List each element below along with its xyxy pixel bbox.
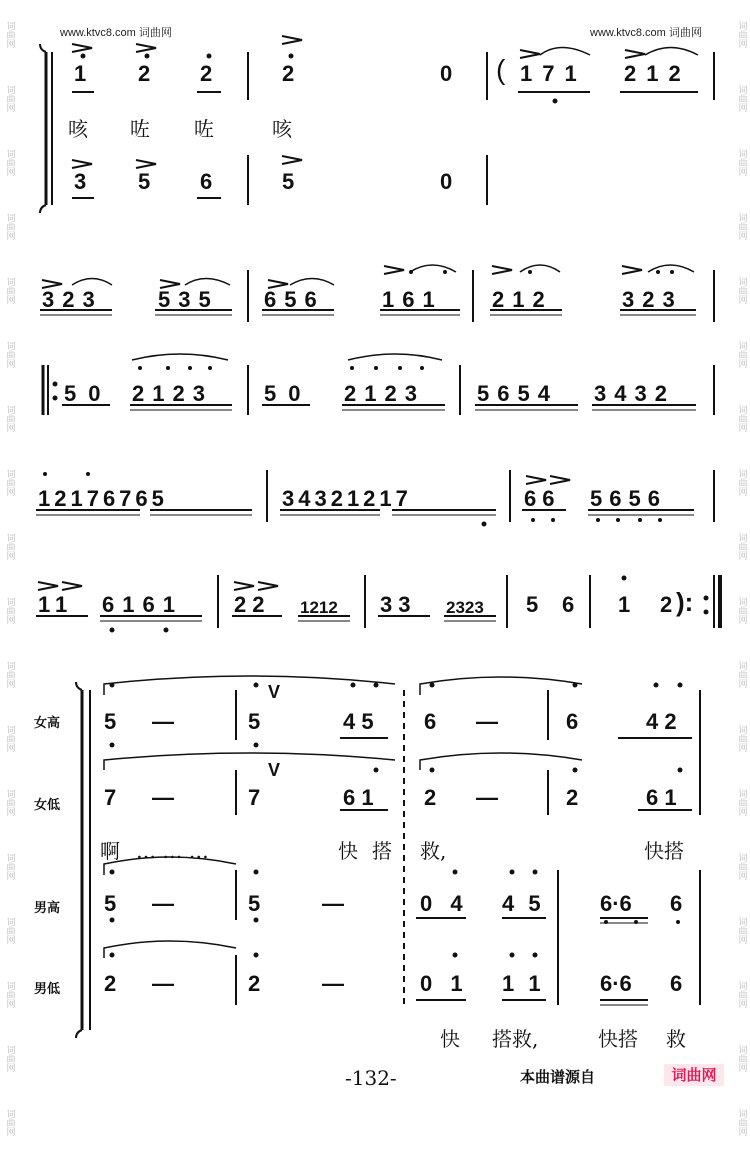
lyric: 咗 (130, 117, 150, 141)
note-group: 4 5 (343, 709, 374, 734)
note: 5 (248, 709, 261, 734)
note-group: 0 4 (420, 891, 469, 916)
note-group: 2123 (132, 381, 213, 406)
right-edge-watermark: 词曲网 词曲网 词曲网 词曲网 词曲网 词曲网 词曲网 词曲网 词曲网 词曲网 词曲网 词曲网 词曲网 词曲网 词曲网 词曲网 词曲网 词曲网 (736, 20, 747, 1136)
watermark-url-right: www.ktvc8.com 词曲网 (590, 27, 702, 39)
lyric: 搭救, (492, 1027, 539, 1051)
note-group: 12176765 (38, 486, 168, 511)
note-group: 1212 (300, 598, 338, 617)
note-group: 6 1 (646, 785, 677, 810)
lyric: 快 (338, 839, 358, 863)
left-edge-watermark: 词曲网 词曲网 词曲网 词曲网 词曲网 词曲网 词曲网 词曲网 词曲网 词曲网 词曲网 词曲网 词曲网 词曲网 词曲网 词曲网 词曲网 词曲网 (4, 20, 15, 1136)
note: 1 (74, 61, 87, 86)
note: 2 (104, 971, 117, 996)
dash: — (152, 891, 174, 916)
note: 2 (424, 785, 437, 810)
part-label-nan-di: 男低 (34, 982, 61, 997)
watermark-url-left: www.ktvc8.com 词曲网 (60, 27, 172, 39)
lyric: 快 (440, 1027, 460, 1051)
note-group: 161 (382, 287, 443, 312)
note: 0 (440, 61, 453, 86)
lyric: 咳 (272, 117, 292, 141)
note: 6 (566, 709, 579, 734)
note: 6 (562, 592, 575, 617)
note: 5 (282, 169, 295, 194)
note-group: 66 (524, 486, 561, 511)
breath-mark: V (268, 760, 281, 780)
note-group: 171 (520, 61, 587, 86)
note: 2 (282, 61, 295, 86)
dash: — (152, 785, 174, 810)
note: 2 (200, 61, 213, 86)
note-group: 4 5 (502, 891, 545, 916)
dash: — (152, 971, 174, 996)
page-number: -132- (345, 1066, 397, 1090)
note: 7 (104, 785, 117, 810)
dash: — (322, 891, 344, 916)
note: 2 (660, 592, 673, 617)
note-group: 1 1 (502, 971, 545, 996)
lyric: 咗 (194, 117, 214, 141)
note-group: 2123 (344, 381, 425, 406)
lyric: 搭 (372, 839, 392, 863)
note-group: 535 (158, 287, 219, 312)
note: 5 (104, 891, 117, 916)
note: 5 (248, 891, 261, 916)
note: 3 (74, 169, 87, 194)
dash: — (152, 709, 174, 734)
note: 0 (440, 169, 453, 194)
lyric: 救, (420, 839, 447, 863)
part-label-nv-di: 女低 (34, 798, 61, 813)
note-group: 6·6 (600, 971, 632, 996)
note-group: 4 2 (646, 709, 677, 734)
note-group: 6·6 (600, 891, 632, 916)
note: 7 (248, 785, 261, 810)
note-group: 5656 (590, 486, 667, 511)
lyric: 咳 (68, 117, 88, 141)
note: 2 (566, 785, 579, 810)
note-group: 33 (380, 592, 417, 617)
lyric: 快搭 (598, 1027, 638, 1051)
note: 6 (670, 971, 683, 996)
intro-paren: ( (496, 54, 506, 85)
note-group: 212 (624, 61, 691, 86)
source-note: 本曲谱源自 (520, 1068, 596, 1086)
dash: — (476, 785, 498, 810)
note-group: 0 1 (420, 971, 469, 996)
note: 2 (248, 971, 261, 996)
lyric: 救 (666, 1027, 686, 1051)
note-group: 656 (264, 287, 325, 312)
breath-mark: V (268, 682, 281, 702)
site-logo[interactable]: 词曲网 (664, 1064, 724, 1086)
part-label-nan-gao: 男高 (34, 901, 61, 916)
note-group: 2323 (446, 598, 484, 617)
dash: — (476, 709, 498, 734)
note-group: 323 (42, 287, 103, 312)
note-group: 5654 (477, 381, 558, 406)
note: 1 (618, 592, 631, 617)
note: 6 (424, 709, 437, 734)
note-group: 6161 (102, 592, 183, 617)
lyric: 啊 (100, 839, 120, 863)
note: 6 (670, 891, 683, 916)
lyric: 快搭 (644, 839, 684, 863)
note-group: 50 (64, 381, 113, 406)
note-group: 34321217 (282, 486, 412, 511)
note: 2 (138, 61, 151, 86)
note: 5 (104, 709, 117, 734)
note: 6 (200, 169, 213, 194)
note-group: 3432 (594, 381, 675, 406)
note: 5 (138, 169, 151, 194)
note-group: 50 (264, 381, 313, 406)
note-group: 6 1 (343, 785, 374, 810)
note-group: 22 (234, 592, 271, 617)
repeat-close: ): (676, 587, 694, 617)
note-group: 212 (492, 287, 553, 312)
note: 5 (526, 592, 539, 617)
lyric: … … … (136, 839, 209, 863)
dash: — (322, 971, 344, 996)
note-group: 11 (38, 592, 74, 617)
part-label-nv-gao: 女高 (34, 716, 61, 731)
note-group: 323 (622, 287, 683, 312)
